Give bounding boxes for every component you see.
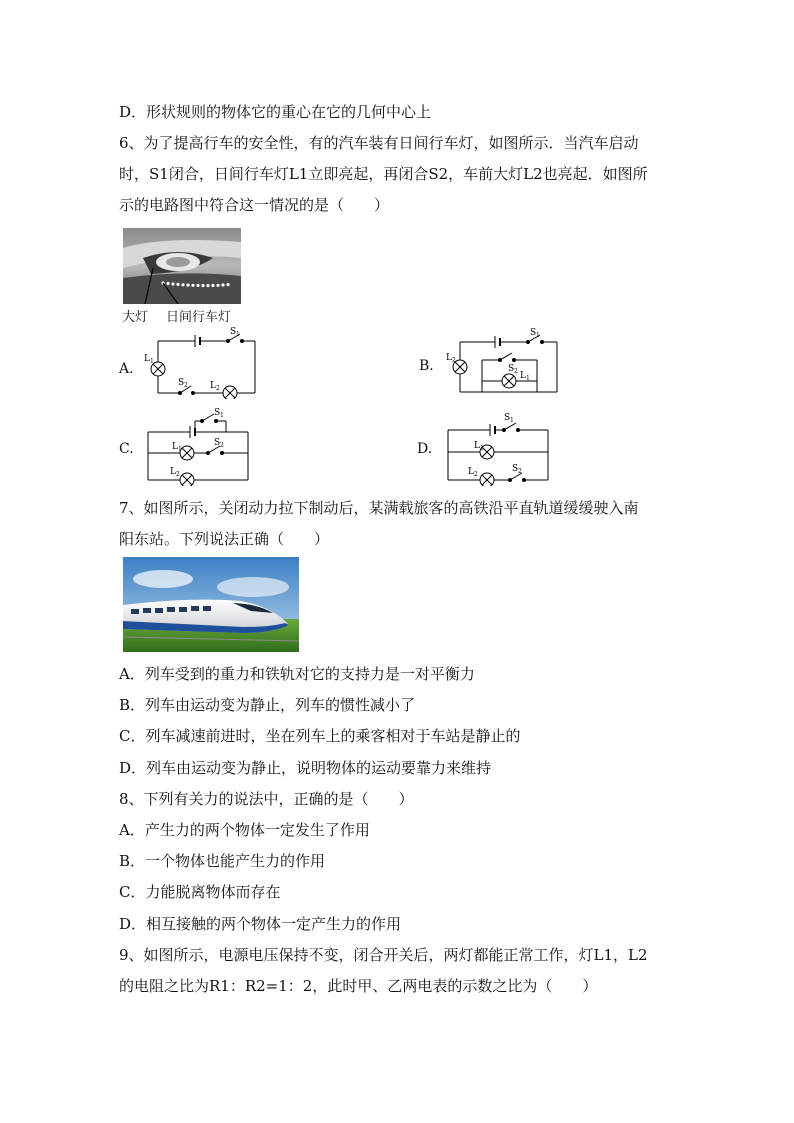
label-s2-b: S (508, 364, 515, 374)
label-l1-b: L (520, 371, 526, 381)
q7-stem-line-1: 7、如图所示，关闭动力拉下制动后，某满载旅客的高铁沿平直轨道缓缓驶入南 (119, 499, 639, 517)
circuit-diagram-c (140, 408, 255, 486)
label-s1-sub-d: 1 (510, 417, 514, 424)
label-s2-sub-d: 2 (518, 468, 522, 475)
label-l2-sub-c: 2 (176, 471, 180, 478)
label-s1-c: S (214, 408, 221, 418)
label-l1-c: L (172, 442, 178, 452)
label-s2-c: S (214, 438, 221, 448)
circuit-diagram-a (140, 327, 265, 399)
label-s2-sub-a: 2 (184, 382, 188, 389)
label-s2-sub-c: 2 (220, 442, 224, 449)
label-l2-b: L (446, 353, 452, 363)
label-s2-sub-b: 2 (514, 368, 518, 375)
label-s1-sub-b: 1 (536, 332, 540, 339)
q5-option-d: D．形状规则的物体它的重心在它的几何中心上 (119, 103, 432, 121)
q8-option-d: D．相互接触的两个物体一定产生力的作用 (119, 915, 402, 933)
label-l1-d: L (474, 441, 480, 451)
label-daytime-running-light: 日间行车灯 (166, 310, 232, 325)
q9-stem-line-1: 9、如图所示，电源电压保持不变，闭合开关后，两灯都能正常工作，灯L1，L2 (119, 946, 648, 964)
label-s1-b: S (530, 328, 537, 338)
label-l1-sub-d: 1 (480, 445, 484, 452)
label-s2-d: S (512, 464, 519, 474)
label-headlight: 大灯 (122, 310, 149, 325)
q6-option-d-letter: D. (417, 441, 433, 457)
high-speed-train-photo (123, 557, 299, 652)
label-s1-a: S (230, 327, 237, 337)
q9-stem-line-2: 的电阻之比为R1：R2=1：2，此时甲、乙两电表的示数之比为（ ） (119, 977, 598, 995)
q8-option-c: C．力能脱离物体而存在 (119, 883, 281, 901)
label-l1-sub-c: 1 (178, 446, 182, 453)
q7-option-c: C．列车减速前进时，坐在列车上的乘客相对于车站是静止的 (119, 727, 521, 745)
q6-option-c-letter: C. (119, 441, 134, 457)
q7-option-a: A．列车受到的重力和铁轨对它的支持力是一对平衡力 (119, 665, 475, 683)
label-s2-a: S (178, 378, 185, 388)
label-l1-sub-a: 1 (150, 358, 154, 365)
q8-option-b: B．一个物体也能产生力的作用 (119, 852, 326, 870)
label-l1-sub-b: 1 (526, 375, 530, 382)
q7-option-d: D．列车由运动变为静止，说明物体的运动要靠力来维持 (119, 759, 492, 777)
label-s1-sub-c: 1 (220, 412, 224, 419)
label-s1-d: S (504, 413, 511, 423)
q6-stem-line-3: 示的电路图中符合这一情况的是（ ） (119, 196, 390, 214)
q6-stem-line-1: 6、为了提高行车的安全性，有的汽车装有日间行车灯，如图所示．当汽车启动 (119, 134, 639, 152)
q7-option-b: B．列车由运动变为静止，列车的惯性减小了 (119, 696, 416, 714)
label-l2-a: L (210, 381, 216, 391)
circuit-diagram-d (440, 408, 555, 486)
label-l2-sub-a: 2 (216, 385, 220, 392)
label-s1-sub-a: 1 (236, 331, 240, 338)
q8-option-a: A．产生力的两个物体一定发生了作用 (119, 821, 370, 839)
circuit-diagram-b (440, 326, 565, 398)
car-headlight-photo (123, 228, 241, 304)
label-l2-sub-d: 2 (474, 471, 478, 478)
q8-stem: 8、下列有关力的说法中，正确的是（ ） (119, 790, 414, 808)
label-l2-sub-b: 2 (452, 357, 456, 364)
q6-option-b-letter: B. (419, 358, 434, 374)
q7-stem-line-2: 阳东站。下列说法正确（ ） (119, 530, 330, 548)
label-l2-d: L (468, 467, 474, 477)
q6-stem-line-2: 时，S1闭合，日间行车灯L1立即亮起，再闭合S2，车前大灯L2也亮起．如图所 (119, 165, 648, 183)
label-l1-a: L (144, 354, 150, 364)
q6-option-a-letter: A. (119, 361, 134, 377)
label-l2-c: L (170, 467, 176, 477)
